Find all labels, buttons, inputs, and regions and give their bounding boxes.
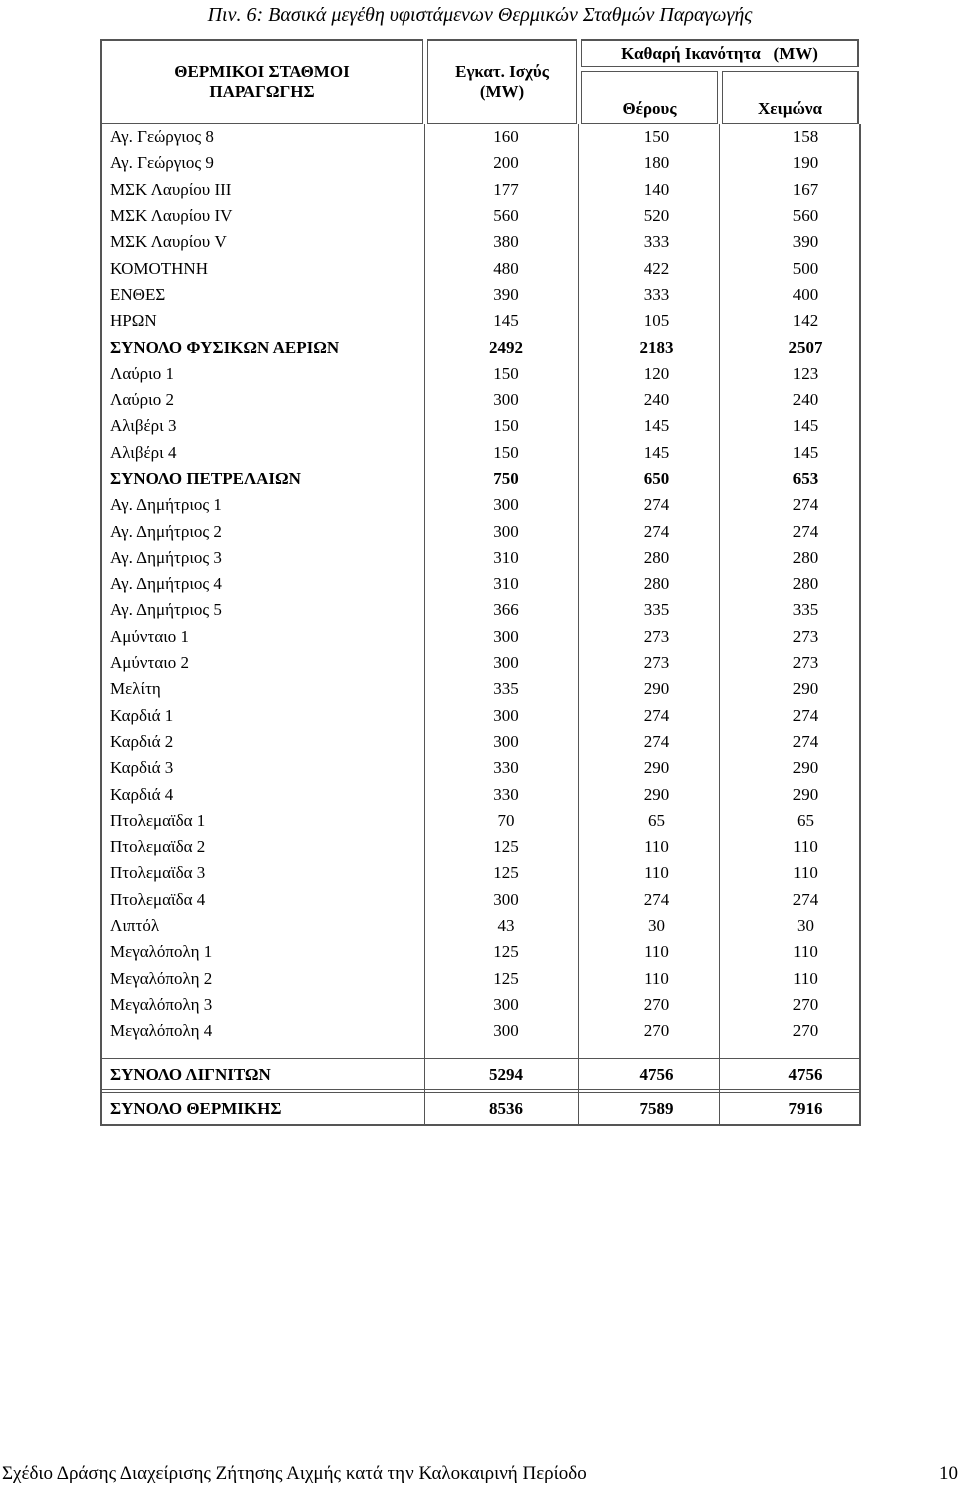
summer-cell: 30 <box>648 916 665 936</box>
winter-cell: 142 <box>792 311 819 331</box>
table-row <box>102 440 859 466</box>
summer-cell: 273 <box>643 653 670 673</box>
winter-cell: 290 <box>792 758 819 778</box>
winter-cell: 274 <box>792 495 819 515</box>
thermal-total-winter: 7916 <box>788 1098 823 1118</box>
summer-cell: 2183 <box>639 337 674 357</box>
station-name-cell: ΣΥΝΟΛΟ ΠΕΤΡΕΛΑΙΩΝ <box>110 469 301 488</box>
thermal-total-name: ΣΥΝΟΛΟ ΘΕΡΜΙΚΗΣ <box>110 1098 282 1118</box>
table-row <box>102 781 859 807</box>
winter-cell: 145 <box>792 416 819 436</box>
header-installed <box>427 39 577 124</box>
winter-cell: 273 <box>792 626 819 646</box>
winter-cell: 110 <box>793 942 818 962</box>
summer-cell: 274 <box>643 731 670 751</box>
table-row <box>102 203 859 229</box>
summer-cell: 150 <box>643 127 670 147</box>
installed-cell: 150 <box>493 416 519 436</box>
station-name-cell: Αλιβέρι 4 <box>110 442 177 462</box>
station-name-cell: ΜΣΚ Λαυρίου ΙΙΙ <box>110 179 232 199</box>
lignite-total-installed: 5294 <box>489 1064 523 1084</box>
installed-cell: 310 <box>493 574 519 594</box>
station-name-cell: Πτολεμαϊδα 2 <box>110 837 206 857</box>
station-name-cell: Πτολεμαϊδα 1 <box>110 810 206 830</box>
station-name-cell: Μεγαλόπολη 1 <box>110 942 213 962</box>
page-number: 10 <box>939 1463 958 1484</box>
table-row <box>102 571 859 597</box>
winter-cell: 123 <box>792 363 819 383</box>
summer-cell: 333 <box>643 232 670 252</box>
table-row <box>102 650 859 676</box>
table-row <box>102 466 859 492</box>
installed-cell: 2492 <box>489 337 523 357</box>
header-winter <box>722 71 859 124</box>
installed-cell: 125 <box>493 942 519 962</box>
winter-cell: 653 <box>792 469 819 488</box>
station-name-cell: Αγ. Γεώργιος 8 <box>110 127 214 147</box>
installed-cell: 125 <box>493 837 519 857</box>
installed-cell: 300 <box>493 653 519 673</box>
winter-cell: 274 <box>792 705 819 725</box>
table-row <box>102 676 859 702</box>
installed-cell: 150 <box>493 442 519 462</box>
winter-cell: 400 <box>792 284 819 304</box>
winter-cell: 273 <box>792 653 819 673</box>
station-name-cell: Πτολεμαϊδα 4 <box>110 889 206 909</box>
lignite-total-summer: 4756 <box>639 1064 674 1084</box>
winter-cell: 30 <box>797 916 814 936</box>
winter-cell: 145 <box>792 442 819 462</box>
station-name-cell: Πτολεμαϊδα 3 <box>110 863 206 883</box>
table-row <box>102 229 859 255</box>
table-caption: Πιν. 6: Βασικά μεγέθη υφιστάμενων Θερμικών Σταθμών Παραγωγής <box>207 4 753 26</box>
winter-cell: 390 <box>792 232 819 252</box>
winter-cell: 2507 <box>788 337 823 357</box>
lignite-total-winter: 4756 <box>788 1064 823 1084</box>
station-name-cell: Αγ. Δημήτριος 3 <box>110 547 222 567</box>
installed-cell: 300 <box>493 1021 519 1041</box>
summer-cell: 140 <box>643 179 670 199</box>
table-row <box>102 177 859 203</box>
header-net-capacity <box>581 39 859 67</box>
installed-cell: 300 <box>493 626 519 646</box>
station-name-cell: Λαύριο 2 <box>110 390 174 410</box>
installed-cell: 310 <box>493 547 519 567</box>
winter-cell: 190 <box>792 153 819 173</box>
winter-cell: 500 <box>792 258 819 278</box>
station-name-cell: Μελίτη <box>110 679 161 699</box>
winter-cell: 110 <box>793 837 818 857</box>
summer-cell: 290 <box>643 758 670 778</box>
summer-cell: 274 <box>643 889 670 909</box>
station-name-cell: Μεγαλόπολη 2 <box>110 968 213 988</box>
summer-cell: 65 <box>648 810 665 830</box>
station-name-cell: Καρδιά 3 <box>110 758 174 778</box>
station-name-cell: ΜΣΚ Λαυρίου ΙV <box>110 206 233 226</box>
winter-cell: 290 <box>792 679 819 699</box>
installed-cell: 300 <box>493 390 519 410</box>
installed-cell: 160 <box>493 127 519 147</box>
table-row <box>102 361 859 387</box>
table-row <box>102 992 859 1018</box>
table-row <box>102 255 859 281</box>
winter-cell: 290 <box>792 784 819 804</box>
station-name-cell: Μεγαλόπολη 4 <box>110 1021 213 1041</box>
station-name-cell: Λαύριο 1 <box>110 363 174 383</box>
header-installed-label: Εγκατ. Ισχύς (MW) <box>455 62 549 101</box>
table-row <box>102 755 859 781</box>
winter-cell: 274 <box>792 521 819 541</box>
installed-cell: 70 <box>497 810 515 830</box>
table-row <box>102 939 859 965</box>
installed-cell: 480 <box>493 258 519 278</box>
station-name-cell: ΗΡΩΝ <box>110 311 157 331</box>
installed-cell: 43 <box>497 916 515 936</box>
summer-cell: 110 <box>644 968 669 988</box>
table-row <box>102 624 859 650</box>
summer-cell: 270 <box>643 1021 670 1041</box>
station-name-cell: Αμύνταιο 1 <box>110 626 190 646</box>
table-row <box>102 334 859 360</box>
winter-cell: 240 <box>792 390 819 410</box>
installed-cell: 125 <box>493 863 519 883</box>
table-row <box>102 413 859 439</box>
total-separator <box>102 1089 859 1090</box>
winter-cell: 158 <box>792 127 819 147</box>
table-row <box>102 518 859 544</box>
winter-cell: 280 <box>792 547 819 567</box>
installed-cell: 145 <box>493 311 519 331</box>
lignite-total-row <box>102 1060 859 1089</box>
station-name-cell: Καρδιά 1 <box>110 705 174 725</box>
summer-cell: 120 <box>643 363 670 383</box>
thermal-total-summer: 7589 <box>639 1098 674 1118</box>
station-name-cell: ΣΥΝΟΛΟ ΦΥΣΙΚΩΝ ΑΕΡΙΩΝ <box>110 337 340 357</box>
summer-cell: 270 <box>643 994 670 1014</box>
summer-cell: 105 <box>643 311 670 331</box>
table-row <box>102 860 859 886</box>
summer-cell: 110 <box>644 942 669 962</box>
station-name-cell: Αγ. Δημήτριος 1 <box>110 495 222 515</box>
summer-cell: 180 <box>643 153 670 173</box>
summer-cell: 145 <box>643 416 670 436</box>
summer-cell: 240 <box>643 390 670 410</box>
table-row <box>102 729 859 755</box>
installed-cell: 300 <box>493 994 519 1014</box>
thermal-total-row <box>102 1093 859 1124</box>
summer-cell: 422 <box>643 258 670 278</box>
summer-cell: 274 <box>643 521 670 541</box>
summer-cell: 145 <box>643 442 670 462</box>
winter-cell: 110 <box>793 968 818 988</box>
winter-cell: 274 <box>792 889 819 909</box>
summer-cell: 280 <box>643 547 670 567</box>
table-row <box>102 808 859 834</box>
thermal-total-installed: 8536 <box>489 1098 523 1118</box>
table-rows <box>102 124 859 1044</box>
station-name-cell: Αλιβέρι 3 <box>110 416 177 436</box>
summer-cell: 290 <box>643 784 670 804</box>
summer-cell: 290 <box>643 679 670 699</box>
table-row <box>102 1018 859 1044</box>
installed-cell: 390 <box>493 284 519 304</box>
station-name-cell: Αγ. Δημήτριος 5 <box>110 600 222 620</box>
header-net-capacity-label: Καθαρή Ικανότητα (MW) <box>621 43 818 63</box>
winter-cell: 335 <box>792 600 819 620</box>
installed-cell: 300 <box>493 495 519 515</box>
installed-cell: 300 <box>493 521 519 541</box>
winter-cell: 65 <box>797 810 814 830</box>
winter-cell: 270 <box>792 994 819 1014</box>
station-name-cell: Αγ. Γεώργιος 9 <box>110 153 214 173</box>
winter-cell: 270 <box>792 1021 819 1041</box>
installed-cell: 366 <box>493 600 519 620</box>
station-name-cell: Αγ. Δημήτριος 4 <box>110 574 222 594</box>
summer-cell: 110 <box>644 863 669 883</box>
installed-cell: 330 <box>493 758 519 778</box>
header-station-label: ΘΕΡΜΙΚΟΙ ΣΤΑΘΜΟΙ ΠΑΡΑΓΩΓΗΣ <box>174 62 350 101</box>
installed-cell: 300 <box>493 731 519 751</box>
installed-cell: 335 <box>493 679 519 699</box>
installed-cell: 300 <box>493 705 519 725</box>
installed-cell: 125 <box>493 968 519 988</box>
station-name-cell: Καρδιά 4 <box>110 784 174 804</box>
table-row <box>102 282 859 308</box>
table-row <box>102 387 859 413</box>
installed-cell: 750 <box>493 469 519 488</box>
header-station <box>100 39 423 124</box>
summer-cell: 274 <box>643 705 670 725</box>
installed-cell: 150 <box>493 363 519 383</box>
table-row <box>102 913 859 939</box>
summer-cell: 335 <box>643 600 670 620</box>
installed-cell: 177 <box>493 179 519 199</box>
winter-cell: 560 <box>792 206 819 226</box>
summer-cell: 520 <box>643 206 670 226</box>
summer-cell: 274 <box>643 495 670 515</box>
footer-document-title: Σχέδιο Δράσης Διαχείρισης Ζήτησης Αιχμής κατά την Καλοκαιρινή Περίοδο <box>2 1463 587 1484</box>
header-summer <box>581 71 718 124</box>
summer-cell: 273 <box>643 626 670 646</box>
table-row <box>102 150 859 176</box>
table-row <box>102 308 859 334</box>
table-row <box>102 597 859 623</box>
station-name-cell: Μεγαλόπολη 3 <box>110 994 213 1014</box>
installed-cell: 300 <box>493 889 519 909</box>
installed-cell: 560 <box>493 206 519 226</box>
station-name-cell: Λιπτόλ <box>110 916 160 936</box>
lignite-total-name: ΣΥΝΟΛΟ ΛΙΓΝΙΤΩΝ <box>110 1064 271 1084</box>
winter-cell: 110 <box>793 863 818 883</box>
summer-cell: 650 <box>643 469 670 488</box>
installed-cell: 330 <box>493 784 519 804</box>
station-name-cell: ΕΝΘΕΣ <box>110 284 166 304</box>
station-name-cell: Καρδιά 2 <box>110 731 174 751</box>
summer-cell: 280 <box>643 574 670 594</box>
summer-cell: 333 <box>643 284 670 304</box>
table-row <box>102 545 859 571</box>
winter-cell: 274 <box>792 731 819 751</box>
summer-cell: 110 <box>644 837 669 857</box>
winter-cell: 167 <box>792 179 819 199</box>
table-row <box>102 966 859 992</box>
header-winter-label: Χειμώνα <box>758 98 822 118</box>
winter-cell: 280 <box>792 574 819 594</box>
station-name-cell: Αγ. Δημήτριος 2 <box>110 521 222 541</box>
station-name-cell: ΜΣΚ Λαυρίου V <box>110 232 227 252</box>
table-row <box>102 887 859 913</box>
station-name-cell: Αμύνταιο 2 <box>110 653 190 673</box>
installed-cell: 200 <box>493 153 519 173</box>
table-row <box>102 834 859 860</box>
table-row <box>102 703 859 729</box>
total-separator <box>102 1058 859 1059</box>
table-row <box>102 124 859 150</box>
installed-cell: 380 <box>493 232 519 252</box>
header-summer-label: Θέρους <box>622 98 677 118</box>
table-row <box>102 492 859 518</box>
station-name-cell: ΚΟΜΟΤΗΝΗ <box>110 258 208 278</box>
